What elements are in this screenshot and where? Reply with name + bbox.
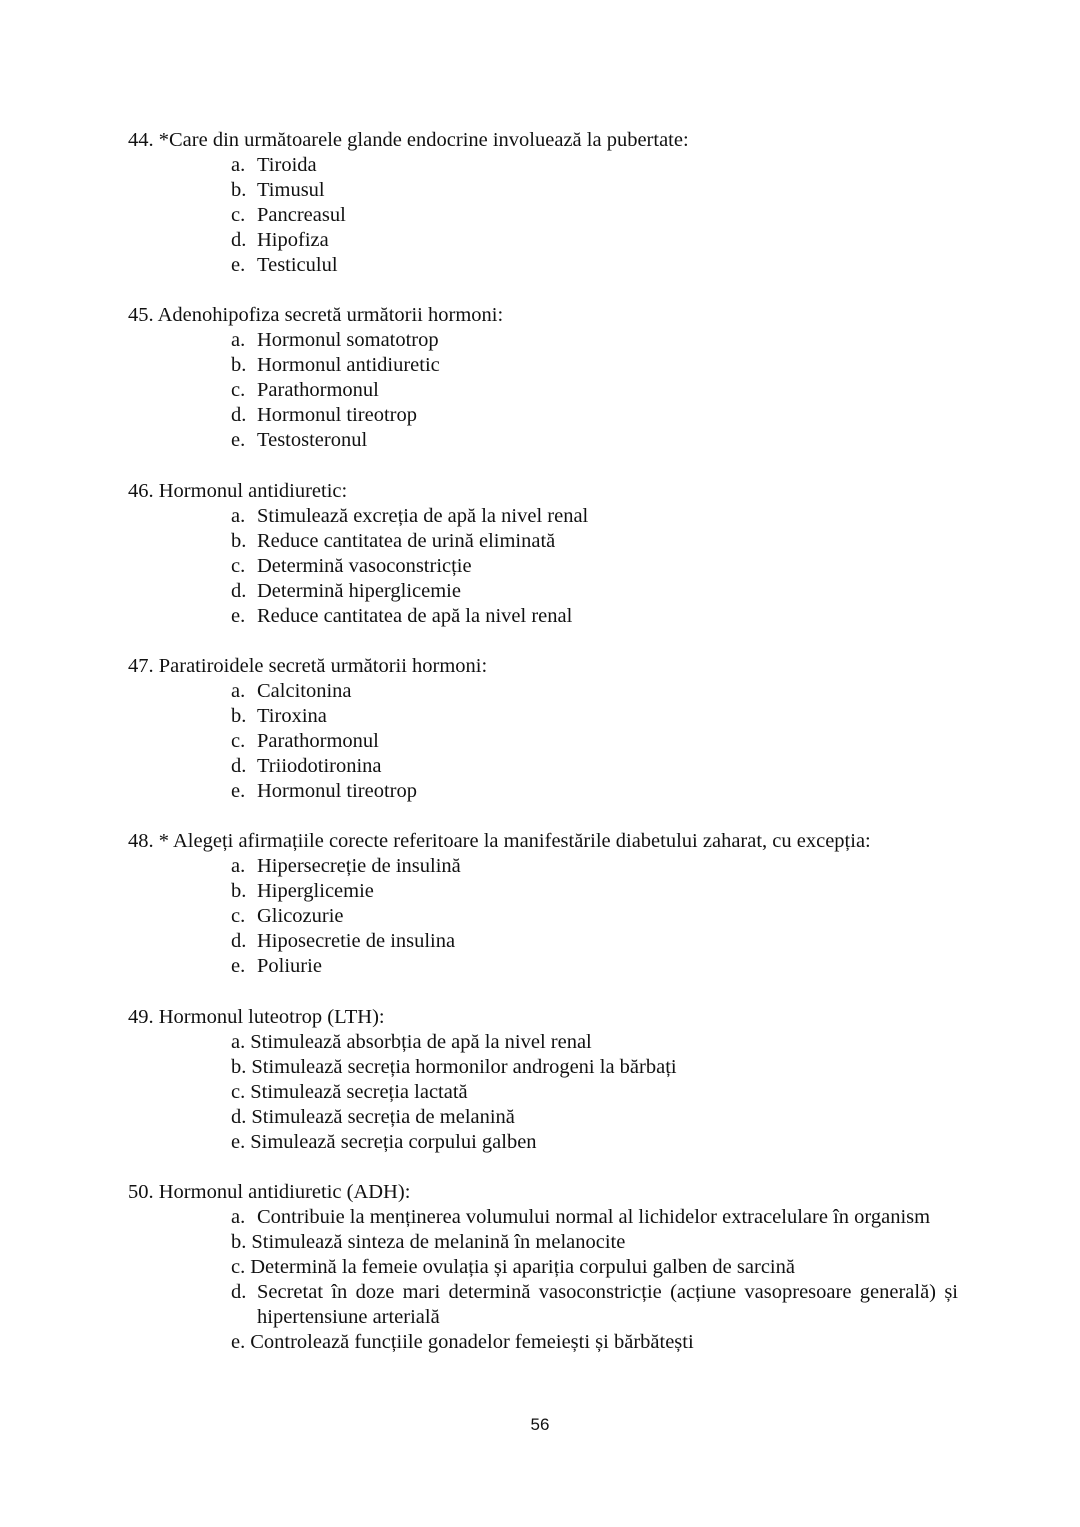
option-c (128, 904, 958, 929)
option-d (128, 579, 958, 604)
option-text: Triiodotironina (257, 755, 382, 777)
option-text: Pancreasul (257, 204, 346, 226)
option-text: Stimulează secreția de melanină (251, 1106, 515, 1128)
option-list (128, 854, 958, 979)
question-stem: 45. Adenohipofiza secretă următorii hormoni: (128, 304, 504, 326)
option-letter: b. (231, 705, 247, 727)
option-c (128, 1255, 958, 1280)
option-letter: a. (231, 1031, 246, 1053)
option-letter: b. (231, 530, 247, 552)
option-e (128, 253, 958, 278)
option-letter: a. (231, 1206, 246, 1228)
option-a (128, 679, 958, 704)
option-text: Reduce cantitatea de urină eliminată (257, 530, 556, 552)
option-letter: d. (231, 229, 247, 251)
option-c (128, 554, 958, 579)
question-stem: 48. * Alegeți afirmațiile corecte referitoare la manifestările diabetului zaharat, cu excepția: (128, 830, 871, 852)
question-stem: 47. Paratiroidele secretă următorii hormoni: (128, 655, 488, 677)
option-d (128, 228, 958, 253)
option-text: Poliurie (257, 955, 322, 977)
option-text: Hormonul antidiuretic (257, 354, 440, 376)
option-c (128, 378, 958, 403)
option-text: Stimulează secreția lactată (250, 1081, 468, 1103)
question-48 (128, 829, 958, 979)
option-list (128, 1205, 958, 1355)
option-letter: c. (231, 204, 246, 226)
option-b (128, 178, 958, 203)
option-letter: a. (231, 505, 246, 527)
option-text: Hipofiza (257, 229, 329, 251)
option-list (128, 153, 958, 278)
option-list (128, 1030, 958, 1155)
question-47 (128, 654, 958, 804)
option-text: Stimulează excreția de apă la nivel renal (257, 505, 589, 527)
option-letter: c. (231, 1256, 246, 1278)
option-text: Calcitonina (257, 680, 352, 702)
option-text: Hiperglicemie (257, 880, 374, 902)
option-text: Stimulează secreția hormonilor androgeni la bărbați (251, 1056, 677, 1078)
question-stem: 49. Hormonul luteotrop (LTH): (128, 1006, 385, 1028)
option-text: Stimulează sinteza de melanină în melanocite (251, 1231, 626, 1253)
option-letter: a. (231, 855, 246, 877)
option-e (128, 954, 958, 979)
option-b (128, 1230, 958, 1255)
option-text: Testosteronul (257, 429, 368, 451)
question-44 (128, 128, 958, 278)
question-50 (128, 1180, 958, 1355)
option-letter: c. (231, 730, 246, 752)
option-a (128, 1030, 958, 1055)
question-49 (128, 1005, 958, 1155)
option-list (128, 328, 958, 453)
option-letter: e. (231, 1131, 246, 1153)
option-letter: e. (231, 780, 246, 802)
option-b (128, 529, 958, 554)
option-text: Determină vasoconstricție (257, 555, 472, 577)
option-text: Tiroida (257, 154, 317, 176)
option-text: Reduce cantitatea de apă la nivel renal (257, 605, 573, 627)
option-e (128, 428, 958, 453)
option-letter: c. (231, 905, 246, 927)
option-text: Stimulează absorbția de apă la nivel renal (250, 1031, 592, 1053)
option-letter: a. (231, 680, 246, 702)
option-letter: c. (231, 555, 246, 577)
option-b (128, 353, 958, 378)
option-text: Timusul (257, 179, 325, 201)
question-46 (128, 479, 958, 629)
option-e (128, 604, 958, 629)
option-text: Parathormonul (257, 730, 379, 752)
option-text: Parathormonul (257, 379, 379, 401)
option-letter: d. (231, 755, 247, 777)
option-a (128, 854, 958, 879)
option-b (128, 879, 958, 904)
option-d (128, 754, 958, 779)
option-letter: b. (231, 1231, 247, 1253)
option-text: Secretat în doze mari determină vasoconstricție (acțiune vasopresoare generală) și hipertensiune arterială (257, 1281, 958, 1328)
option-letter: a. (231, 329, 246, 351)
option-a (128, 504, 958, 529)
option-d (128, 403, 958, 428)
option-d (128, 1105, 958, 1130)
option-text: Hormonul tireotrop (257, 404, 417, 426)
option-text: Hormonul somatotrop (257, 329, 439, 351)
option-list (128, 679, 958, 804)
option-letter: e. (231, 955, 246, 977)
question-45 (128, 303, 958, 453)
option-letter: e. (231, 429, 246, 451)
option-a (128, 1205, 958, 1230)
option-text: Hipersecreție de insulină (257, 855, 461, 877)
option-b (128, 704, 958, 729)
option-letter: b. (231, 880, 247, 902)
option-letter: e. (231, 254, 246, 276)
option-text: Simulează secreția corpului galben (250, 1131, 537, 1153)
option-d (128, 1280, 958, 1330)
option-letter: b. (231, 179, 247, 201)
option-letter: b. (231, 1056, 247, 1078)
option-letter: d. (231, 404, 247, 426)
option-letter: b. (231, 354, 247, 376)
option-letter: d. (231, 1281, 247, 1303)
option-letter: a. (231, 154, 246, 176)
option-text: Glicozurie (257, 905, 344, 927)
question-stem: 44. *Care din următoarele glande endocrine involuează la pubertate: (128, 129, 689, 151)
question-stem: 46. Hormonul antidiuretic: (128, 480, 348, 502)
page-number: 56 (530, 1415, 550, 1434)
option-text: Contribuie la menținerea volumului normal al lichidelor extracelulare în organism (257, 1206, 931, 1228)
option-e (128, 1330, 958, 1355)
option-text: Determină hiperglicemie (257, 580, 461, 602)
option-letter: d. (231, 1106, 247, 1128)
option-text: Tiroxina (257, 705, 327, 727)
option-c (128, 1080, 958, 1105)
option-letter: d. (231, 930, 247, 952)
option-a (128, 153, 958, 178)
option-text: Testiculul (257, 254, 338, 276)
option-e (128, 1130, 958, 1155)
option-c (128, 203, 958, 228)
option-b (128, 1055, 958, 1080)
option-e (128, 779, 958, 804)
option-letter: e. (231, 1331, 246, 1353)
option-letter: e. (231, 605, 246, 627)
option-letter: c. (231, 1081, 246, 1103)
option-a (128, 328, 958, 353)
question-stem: 50. Hormonul antidiuretic (ADH): (128, 1181, 411, 1203)
option-text: Controlează funcțiile gonadelor femeiești și bărbătești (250, 1331, 694, 1353)
option-letter: d. (231, 580, 247, 602)
option-d (128, 929, 958, 954)
option-text: Hiposecretie de insulina (257, 930, 456, 952)
option-list (128, 504, 958, 629)
option-c (128, 729, 958, 754)
option-letter: c. (231, 379, 246, 401)
option-text: Hormonul tireotrop (257, 780, 417, 802)
option-text: Determină la femeie ovulația și apariția corpului galben de sarcină (250, 1256, 795, 1278)
